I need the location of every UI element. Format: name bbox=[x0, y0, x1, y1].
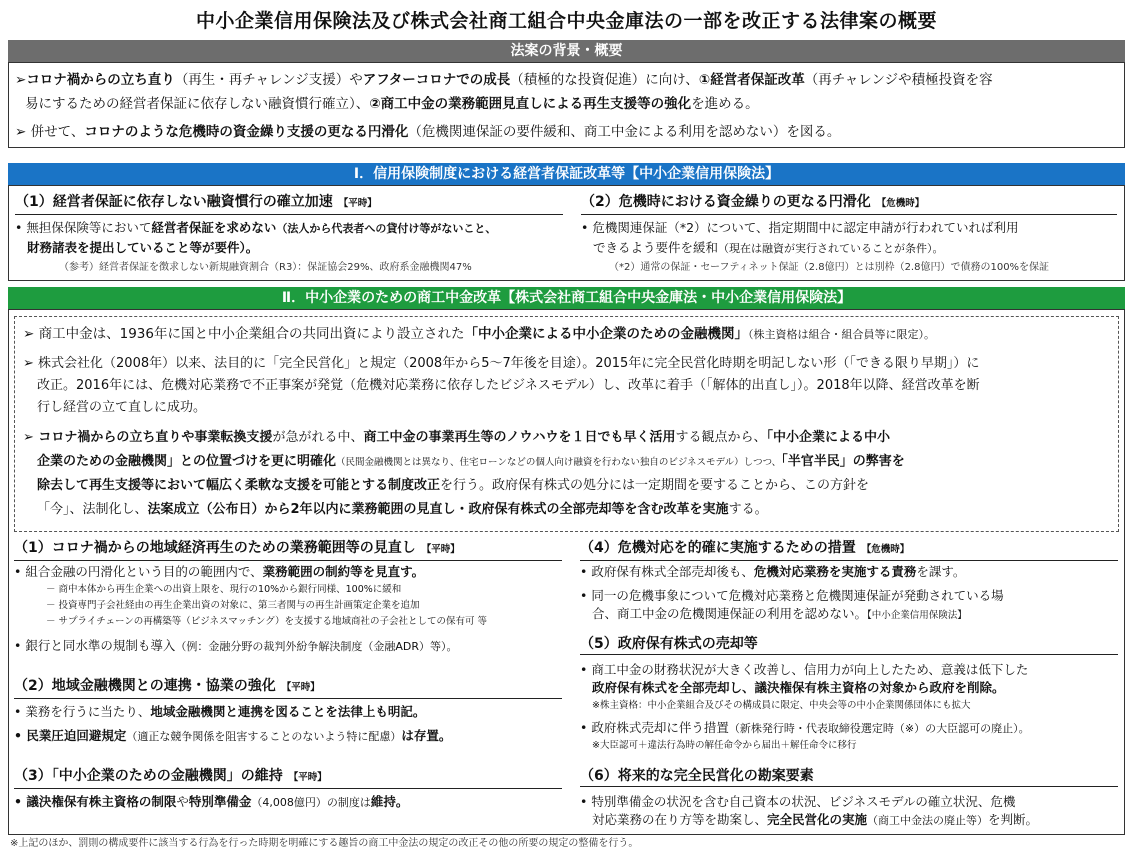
intro-paragraph-3-line-3: 除去して再生支援等において幅広く柔軟な支援を可能とする制度改正を行う。政府保有株式の処分には一定期間を要することから、この方針を bbox=[37, 478, 870, 493]
left-h1-bullet-2: • 銀行と同水準の規制も導入（例：金融分野の裁判外紛争解決制度（金融ADR）等）。 bbox=[14, 638, 458, 653]
right-h5-bullet-1-line-2: 政府保有株式を全部売却し、議決権保有株主資格の対象から政府を削除。 bbox=[592, 680, 1005, 695]
intro-paragraph-3-line-1: ➢ コロナ禍からの立ち直りや事業転換支援が急がれる中、商工中金の事業再生等のノウハウを１日でも早く活用する観点から、「中小企業による中小 bbox=[23, 430, 890, 445]
left-heading-3: （3）「中小企業のための金融機関」の維持 【平時】 bbox=[14, 766, 562, 789]
background-heading: 法案の背景・概要 bbox=[8, 40, 1125, 62]
left-h2-bullet-1: • 業務を行うに当たり、地域金融機関と連携を図ることを法律上も明記。 bbox=[14, 704, 426, 719]
intro-paragraph-2-line-3: 行し経営の立て直しに成功。 bbox=[37, 400, 207, 415]
right-heading-6: （6）将来的な完全民営化の勘案要素 bbox=[580, 766, 1118, 787]
section1-right-bullet: • 危機関連保証（*2）について、指定期間中に認定申請が行われていれば利用 bbox=[581, 220, 1019, 235]
right-h4-bullet-2-line-1: • 同一の危機事象について危機対応業務と危機関連保証が発動されている場 bbox=[580, 588, 1004, 603]
section1-left-bullet-2: 財務諸表を提出していること等が要件）。 bbox=[27, 240, 259, 255]
section1-right-heading: （2）危機時における資金繰りの更なる円滑化 【危機時】 bbox=[581, 192, 1117, 215]
right-h5-note-1: ※株主資格：中小企業組合及びその構成員に限定、中央会等の中小企業関係団体にも拡大 bbox=[592, 700, 971, 711]
right-h5-bullet-2: • 政府株式売却に伴う措置（新株発行時・代表取締役選定時（※）の大臣認可の廃止）。 bbox=[580, 720, 1030, 735]
right-h6-bullet-1-line-1: • 特別準備金の状況を含む自己資本の状況、ビジネスモデルの確立状況、危機 bbox=[580, 794, 1016, 809]
section2-intro-box bbox=[14, 316, 1119, 532]
intro-paragraph-3-line-2: 企業のための金融機関」との位置づけを更に明確化（民間金融機関とは異なり、住宅ローンなどの個人向け融資を行わない独自のビジネスモデル）しつつ、「半官半民」の弊害を bbox=[37, 454, 905, 469]
left-h1-sub-1: － 商中本体から再生企業への出資上限を、現行の10%から銀行同様、100%に緩和 bbox=[46, 584, 402, 595]
page-title: 中小企業信用保険法及び株式会社商工組合中央金庫法の一部を改正する法律案の概要 bbox=[195, 10, 937, 32]
intro-paragraph-2-line-1: ➢ 株式会社化（2008年）以来、法目的に「完全民営化」と規定（2008年から5～7年後を目途）。2015年に完全民営化時期を明記しない形（「できる限り早期」）に bbox=[23, 356, 980, 371]
background-line-1: ➢コロナ禍からの立ち直り（再生・再チャレンジ支援）やアフターコロナでの成長（積極的な投資促進）に向け、①経営者保証改革（再チャレンジや積極投資を容 bbox=[15, 72, 993, 88]
right-heading-4: （4）危機対応を的確に実施するための措置 【危機時】 bbox=[580, 538, 1118, 561]
background-line-3: ➢ 併せて、コロナのような危機時の資金繰り支援の更なる円滑化（危機関連保証の要件緩和、商工中金による利用を認めない）を図る。 bbox=[15, 124, 841, 140]
section1-left-bullet: • 無担保保険等において経営者保証を求めない（法人から代表者への貸付け等がないこと、 bbox=[15, 220, 497, 235]
footnote: ※上記のほか、罰則の構成要件に該当する行為を行った時期を明確にする趣旨の商工中金法の規定の改正その他の所要の規定の整備を行う。 bbox=[10, 838, 639, 849]
right-h4-bullet-2-line-2: 合、商工中金の危機関連保証の利用を認めない。【中小企業信用保険法】 bbox=[592, 606, 967, 621]
section1-left-heading: （1）経営者保証に依存しない融資慣行の確立加速 【平時】 bbox=[15, 192, 563, 215]
intro-paragraph-3-line-4: 「今」、法制化し、法案成立（公布日）から2年以内に業務範囲の見直し・政府保有株式の全部売却等を含む改革を実施する。 bbox=[37, 502, 768, 517]
section1-box bbox=[8, 185, 1125, 281]
section2-heading: Ⅱ．中小企業のための商工中金改革【株式会社商工組合中央金庫法・中小企業信用保険法】 bbox=[8, 287, 1125, 309]
left-h3-bullet-1: • 議決権保有株主資格の制限や特別準備金（4,008億円）の制度は維持。 bbox=[14, 794, 409, 809]
intro-paragraph-1: ➢ 商工中金は、1936年に国と中小企業組合の共同出資により設立された「中小企業による中小企業のための金融機関」（株主資格は組合・組合員等に限定）。 bbox=[23, 326, 935, 342]
left-heading-1: （1）コロナ禍からの地域経済再生のための業務範囲等の見直し 【平時】 bbox=[14, 538, 562, 561]
right-h5-bullet-1-line-1: • 商工中金の財務状況が大きく改善し、信用力が向上したため、意義は低下した bbox=[580, 662, 1029, 677]
background-box bbox=[8, 62, 1125, 148]
right-h6-bullet-1-line-2: 対応業務の在り方等を勘案し、完全民営化の実施（商工中金法の廃止等）を判断。 bbox=[592, 812, 1039, 827]
intro-paragraph-2-line-2: 改正。2016年には、危機対応業務で不正事案が発覚（危機対応業務に依存したビジネスモデル）し、改革に着手（「解体的出直し」）。2018年以降、経営改革を断 bbox=[37, 378, 980, 393]
right-heading-5: （5）政府保有株式の売却等 bbox=[580, 634, 1118, 655]
background-line-2: 易にするための経営者保証に依存しない融資慣行確立）、②商工中金の業務範囲見直しによる再生支援等の強化を進める。 bbox=[25, 96, 759, 112]
section1-right-bullet-2: できるよう要件を緩和（現在は融資が実行されていることが条件）。 bbox=[593, 240, 944, 255]
right-h4-bullet-1: • 政府保有株式全部売却後も、危機対応業務を実施する責務を課す。 bbox=[580, 564, 966, 579]
left-h1-bullet-1: • 組合金融の円滑化という目的の範囲内で、業務範囲の制約等を見直す。 bbox=[14, 564, 425, 579]
section1-left-note: （参考）経営者保証を徴求しない新規融資割合（R3）：保証協会29%、政府系金融機関47% bbox=[59, 262, 472, 273]
left-heading-2: （2）地域金融機関との連携・協業の強化 【平時】 bbox=[14, 676, 562, 699]
right-h5-note-2: ※大臣認可＋違法行為時の解任命令から届出＋解任命令に移行 bbox=[592, 740, 857, 751]
left-h1-sub-2: － 投資専門子会社経由の再生企業出資の対象に、第三者関与の再生計画策定企業を追加 bbox=[46, 600, 420, 611]
left-h1-sub-3: － サプライチェーンの再構築等（ビジネスマッチング）を支援する地域商社の子会社としての保有可 等 bbox=[46, 616, 488, 627]
section1-right-note: （*2）通常の保証・セーフティネット保証（2.8億円）とは別枠（2.8億円）で債務の100%を保証 bbox=[609, 262, 1050, 273]
left-h2-bullet-2: • 民業圧迫回避規定（適正な競争関係を阻害することのないよう特に配慮）は存置。 bbox=[14, 728, 452, 743]
section1-heading: Ⅰ．信用保険制度における経営者保証改革等【中小企業信用保険法】 bbox=[8, 163, 1125, 185]
